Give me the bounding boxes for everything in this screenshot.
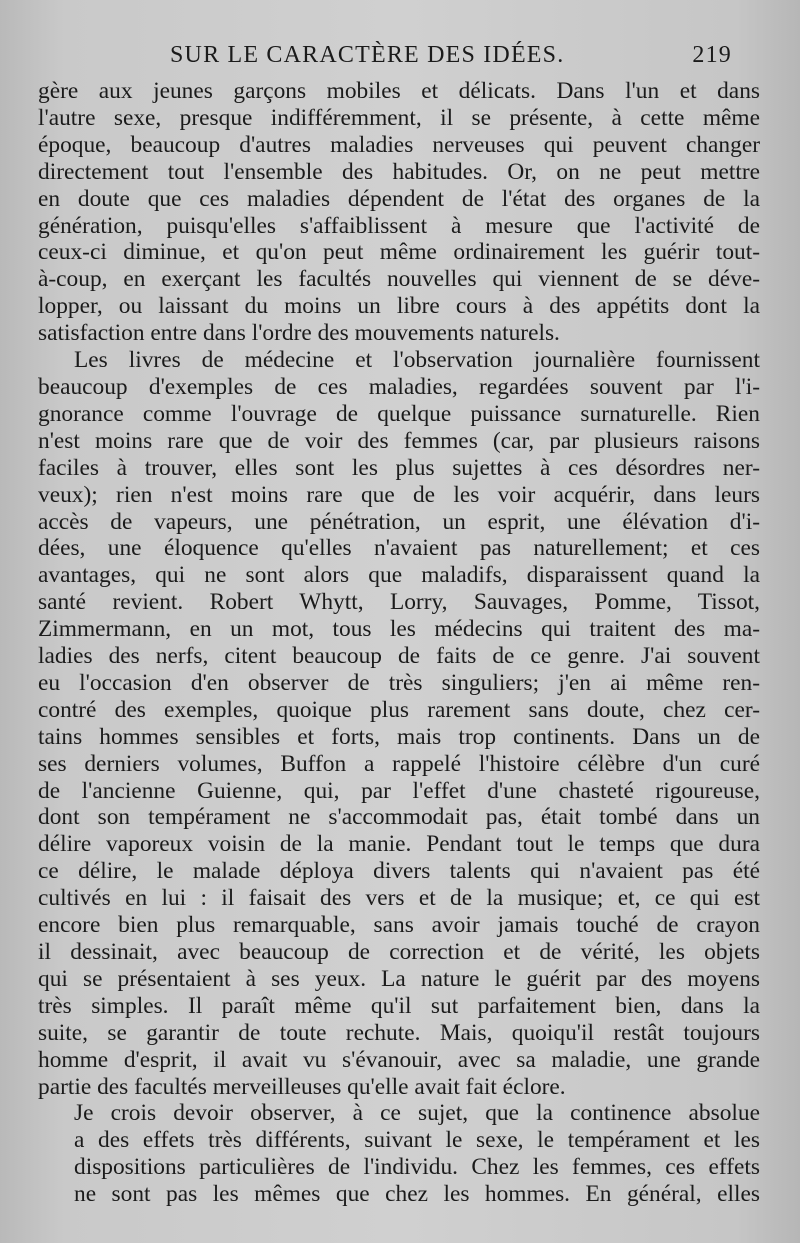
text-line: dispositions particulières de l'individu. Chez les femmes, ces effets xyxy=(74,1154,760,1181)
text-line: homme d'esprit, il avait vu s'évanouir, avec sa maladie, une grande xyxy=(38,1046,760,1073)
text-line: ladies des nerfs, citent beaucoup de faits de ce genre. J'ai souvent xyxy=(38,643,760,670)
text-line: génération, puisqu'elles s'affaiblissent à mesure que l'activité de xyxy=(38,212,760,239)
text-line: Zimmermann, en un mot, tous les médecins qui traitent des ma- xyxy=(38,616,760,643)
text-line: contré des exemples, quoique plus rarement sans doute, chez cer- xyxy=(38,696,760,723)
text-line: eu l'occasion d'en observer de très singuliers; j'en ai même ren- xyxy=(38,669,760,696)
text-line: directement tout l'ensemble des habitudes. Or, on ne peut mettre xyxy=(38,158,760,185)
text-line: ne sont pas les mêmes que chez les hommes. En général, elles xyxy=(74,1181,760,1208)
text-line: faciles à trouver, elles sont les plus sujettes à ces désordres ner- xyxy=(38,454,760,481)
text-line: ce délire, le malade déploya divers talents qui n'avaient pas été xyxy=(38,858,760,885)
text-line: à-coup, en exerçant les facultés nouvelles qui viennent de se déve- xyxy=(38,266,760,293)
text-line: accès de vapeurs, une pénétration, un esprit, une élévation d'i- xyxy=(38,508,760,535)
body-text xyxy=(38,78,760,1208)
text-line: ceux-ci diminue, et qu'on peut même ordinairement les guérir tout- xyxy=(38,239,760,266)
text-line: santé revient. Robert Whytt, Lorry, Sauvages, Pomme, Tissot, xyxy=(38,589,760,616)
text-line: dont son tempérament ne s'accommodait pas, était tombé dans un xyxy=(38,804,760,831)
text-line: en doute que ces maladies dépendent de l'état des organes de la xyxy=(38,185,760,212)
text-line: dées, une éloquence qu'elles n'avaient pas naturellement; et ces xyxy=(38,535,760,562)
text-line: ses derniers volumes, Buffon a rappelé l'histoire célèbre d'un curé xyxy=(38,750,760,777)
page-header xyxy=(170,42,732,69)
text-line: époque, beaucoup d'autres maladies nerveuses qui peuvent changer xyxy=(38,131,760,158)
text-line: avantages, qui ne sont alors que maladifs, disparaissent quand la xyxy=(38,562,760,589)
text-line: gère aux jeunes garçons mobiles et délicats. Dans l'un et dans xyxy=(38,78,760,104)
text-line: encore bien plus remarquable, sans avoir jamais touché de crayon xyxy=(38,912,760,939)
page-number: 219 xyxy=(692,42,732,68)
text-line: cultivés en lui : il faisait des vers et de la musique; et, ce qui est xyxy=(38,885,760,912)
text-line: partie des facultés merveilleuses qu'elle avait fait éclore. xyxy=(38,1073,566,1100)
text-line: suite, se garantir de toute rechute. Mais, quoiqu'il restât toujours xyxy=(38,1019,760,1046)
text-line: veux); rien n'est moins rare que de les voir acquérir, dans leurs xyxy=(38,481,760,508)
text-line: l'autre sexe, presque indifféremment, il se présente, à cette même xyxy=(38,104,760,131)
text-line: n'est moins rare que de voir des femmes (car, par plusieurs raisons xyxy=(38,427,760,454)
text-line: qui se présentaient à ses yeux. La nature le guérit par des moyens xyxy=(38,965,760,992)
text-line: Je crois devoir observer, à ce sujet, que la continence absolue xyxy=(74,1100,760,1127)
text-line: délire vaporeux voisin de la manie. Pendant tout le temps que dura xyxy=(38,831,760,858)
text-line: gnorance comme l'ouvrage de quelque puissance surnaturelle. Rien xyxy=(38,400,760,427)
text-line: Les livres de médecine et l'observation journalière fournissent xyxy=(74,347,760,374)
text-line: tains hommes sensibles et forts, mais trop continents. Dans un de xyxy=(38,723,760,750)
text-line: a des effets très différents, suivant le sexe, le tempérament et les xyxy=(74,1127,760,1154)
text-line: de l'ancienne Guienne, qui, par l'effet d'une chasteté rigoureuse, xyxy=(38,777,760,804)
text-line: satisfaction entre dans l'ordre des mouvements naturels. xyxy=(38,320,560,347)
text-line: très simples. Il paraît même qu'il sut parfaitement bien, dans la xyxy=(38,992,760,1019)
text-line: beaucoup d'exemples de ces maladies, regardées souvent par l'i- xyxy=(38,373,760,400)
text-line: il dessinait, avec beaucoup de correction et de vérité, les objets xyxy=(38,939,760,965)
running-head: SUR LE CARACTÈRE DES IDÉES. xyxy=(170,42,565,68)
text-line: lopper, ou laissant du moins un libre cours à des appétits dont la xyxy=(38,293,760,320)
